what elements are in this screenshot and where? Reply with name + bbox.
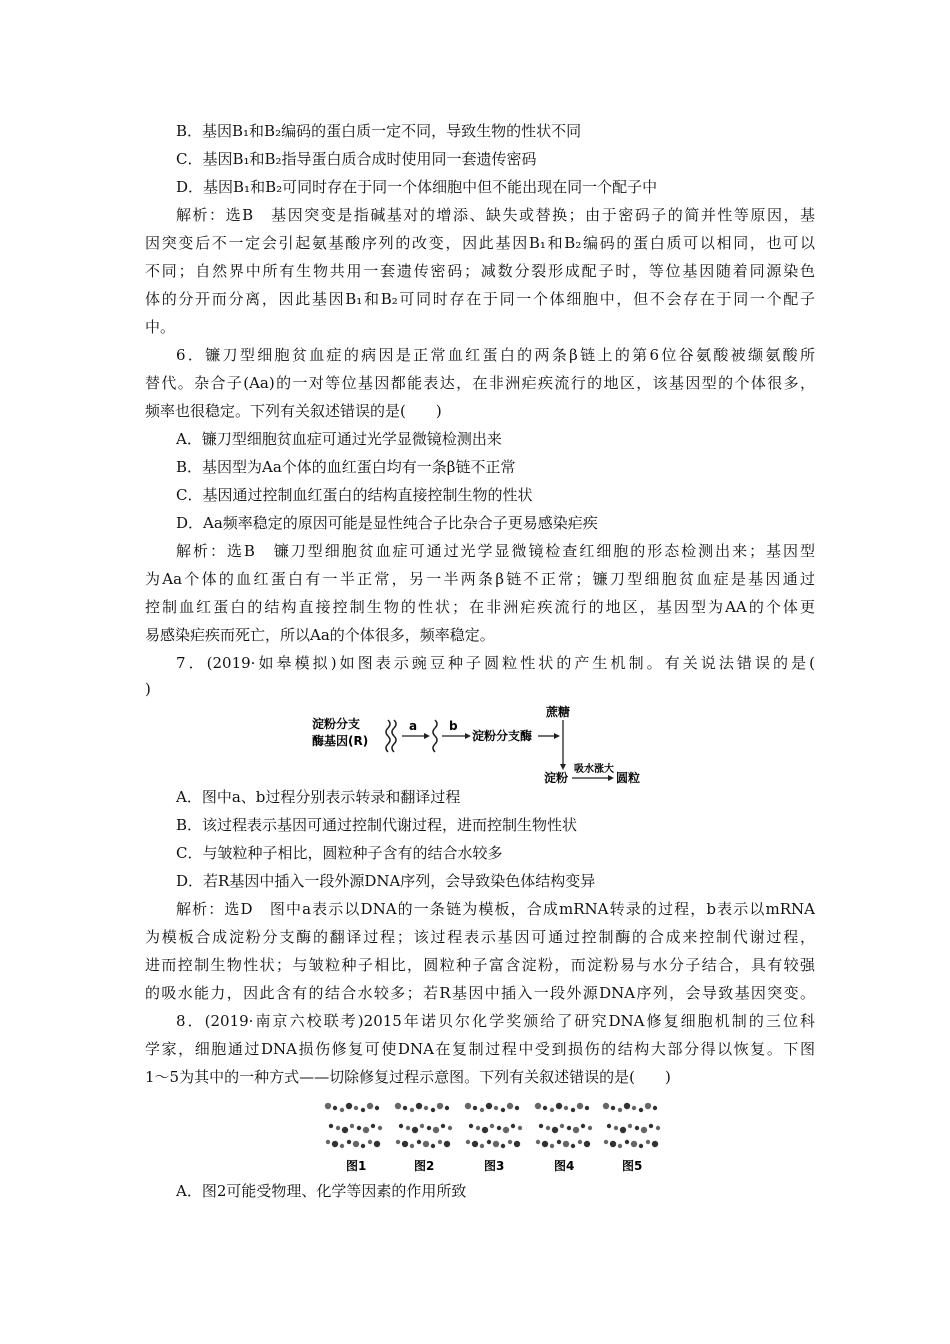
q7-analysis-line-3: 进而控制生物性状；与皱粒种子相比，圆粒种子富含淀粉，而淀粉易与水分子结合，具有较强 xyxy=(145,956,815,974)
process-a-label: a xyxy=(409,719,418,733)
q8-stem-line-1: 8．(2019·南京六校联考)2015年诺贝尔化学奖颁给了研究DNA修复细胞机制的三位科 xyxy=(176,1012,815,1030)
q7-option-b: B．该过程表示基因可通过控制代谢过程，进而控制生物性状 xyxy=(176,816,578,834)
figure-5-label: 图5 xyxy=(622,1159,643,1173)
q7-analysis-line-2: 为模板合成淀粉分支酶的翻译过程；该过程表示基因可通过控制酶的合成来控制代谢过程， xyxy=(145,928,815,946)
round-seed-label: 圆粒 xyxy=(616,771,641,785)
q5-option-b: B．基因B₁和B₂编码的蛋白质一定不同，导致生物的性状不同 xyxy=(176,122,582,140)
q7-analysis-line-1: 解析：选D 图中a表示以DNA的一条链为模板，合成mRNA转录的过程，b表示以mRNA xyxy=(176,900,815,918)
q6-stem-line-3: 频率也很稳定。下列有关叙述错误的是( ) xyxy=(145,402,442,420)
q6-stem-line-1: 6．镰刀型细胞贫血症的病因是正常血红蛋白的两条β链上的第6位谷氨酸被缬氨酸所 xyxy=(176,346,815,364)
sucrose-label: 蔗糖 xyxy=(546,705,571,719)
q7-analysis-line-4: 的吸水能力，因此含有的结合水较多；若R基因中插入一段外源DNA序列，会导致基因突变。 xyxy=(145,984,815,1002)
q6-analysis-line-3: 控制血红蛋白的结构直接控制生物的性状；在非洲疟疾流行的地区，基因型为AA的个体更 xyxy=(145,598,815,616)
repair-panel-1 xyxy=(325,1103,382,1148)
enzyme-label: 淀粉分支酶 xyxy=(472,729,533,743)
q7-option-c: C．与皱粒种子相比，圆粒种子含有的结合水较多 xyxy=(176,844,503,862)
figure-2-label: 图2 xyxy=(414,1159,435,1173)
q7-option-a: A．图中a、b过程分别表示转录和翻译过程 xyxy=(176,788,461,806)
starch-branching-enzyme-diagram xyxy=(310,702,650,788)
q8-stem-line-2: 学家，细胞通过DNA损伤修复可使DNA在复制过程中受到损伤的结构大部分得以恢复。下图 xyxy=(145,1040,815,1058)
q5-analysis-line-2: 因突变后不一定会引起氨基酸序列的改变，因此基因B₁和B₂编码的蛋白质可以相同，也可以 xyxy=(145,234,815,252)
process-b-label: b xyxy=(449,719,458,733)
figure-1-label: 图1 xyxy=(346,1159,367,1173)
figure-3-label: 图3 xyxy=(484,1159,505,1173)
q7-stem-line-1: 7．(2019·如皋模拟)如图表示豌豆种子圆粒性状的产生机制。有关说法错误的是( xyxy=(176,654,815,672)
q6-analysis-line-2: 为Aa个体的血红蛋白有一半正常，另一半两条β链不正常；镰刀型细胞贫血症是基因通过 xyxy=(145,570,815,588)
repair-panel-2 xyxy=(395,1103,452,1148)
q6-option-a: A．镰刀型细胞贫血症可通过光学显微镜检测出来 xyxy=(176,430,502,448)
q8-option-a: A．图2可能受物理、化学等因素的作用所致 xyxy=(176,1182,467,1200)
q7-option-d: D．若R基因中插入一段外源DNA序列，会导致染色体结构变异 xyxy=(176,872,596,890)
repair-panel-3 xyxy=(465,1103,522,1148)
absorb-water-label: 吸水涨大 xyxy=(574,764,614,775)
q6-stem-line-2: 替代。杂合子(Aa)的一对等位基因都能表达，在非洲疟疾流行的地区，该基因型的个体很多， xyxy=(145,374,815,392)
dna-excision-repair-diagram xyxy=(322,1094,662,1174)
q5-option-c: C．基因B₁和B₂指导蛋白质合成时使用同一套遗传密码 xyxy=(176,150,537,168)
q5-analysis-line-5: 中。 xyxy=(145,318,176,336)
repair-panel-5 xyxy=(603,1103,660,1148)
dna-strand-1-icon xyxy=(386,720,390,752)
figure-4-label: 图4 xyxy=(554,1159,575,1173)
q5-analysis-line-3: 不同；自然界中所有生物共用一套遗传密码；减数分裂形成配子时，等位基因随着同源染色 xyxy=(145,262,815,280)
q8-stem-line-3: 1～5为其中的一种方式——切除修复过程示意图。下列有关叙述错误的是( ) xyxy=(145,1068,671,1086)
q6-option-d: D．Aa频率稳定的原因可能是显性纯合子比杂合子更易感染疟疾 xyxy=(176,514,598,532)
q5-analysis-line-1: 解析：选B 基因突变是指碱基对的增添、缺失或替换；由于密码子的简并性等原因，基 xyxy=(176,206,815,224)
q6-option-b: B．基因型为Aa个体的血红蛋白均有一条β链不正常 xyxy=(176,458,516,476)
q7-stem-line-2: ) xyxy=(145,680,151,698)
gene-label-line-1: 淀粉分支 xyxy=(312,717,361,731)
gene-label-line-2: 酶基因(R) xyxy=(312,734,369,748)
q5-option-d: D．基因B₁和B₂可同时存在于同一个体细胞中但不能出现在同一个配子中 xyxy=(176,178,658,196)
q6-analysis-line-4: 易感染疟疾而死亡，所以Aa的个体很多，频率稳定。 xyxy=(145,626,495,644)
q6-option-c: C．基因通过控制血红蛋白的结构直接控制生物的性状 xyxy=(176,486,533,504)
dna-strand-2-icon xyxy=(392,720,396,752)
starch-label: 淀粉 xyxy=(544,771,569,785)
repair-panel-4 xyxy=(535,1103,592,1148)
q6-analysis-line-1: 解析：选B 镰刀型细胞贫血症可通过光学显微镜检查红细胞的形态检测出来；基因型 xyxy=(176,542,815,560)
q5-analysis-line-4: 体的分开而分离，因此基因B₁和B₂可同时存在于同一个体细胞中，但不会存在于同一个配子 xyxy=(145,290,815,308)
mrna-strand-icon xyxy=(433,720,437,752)
